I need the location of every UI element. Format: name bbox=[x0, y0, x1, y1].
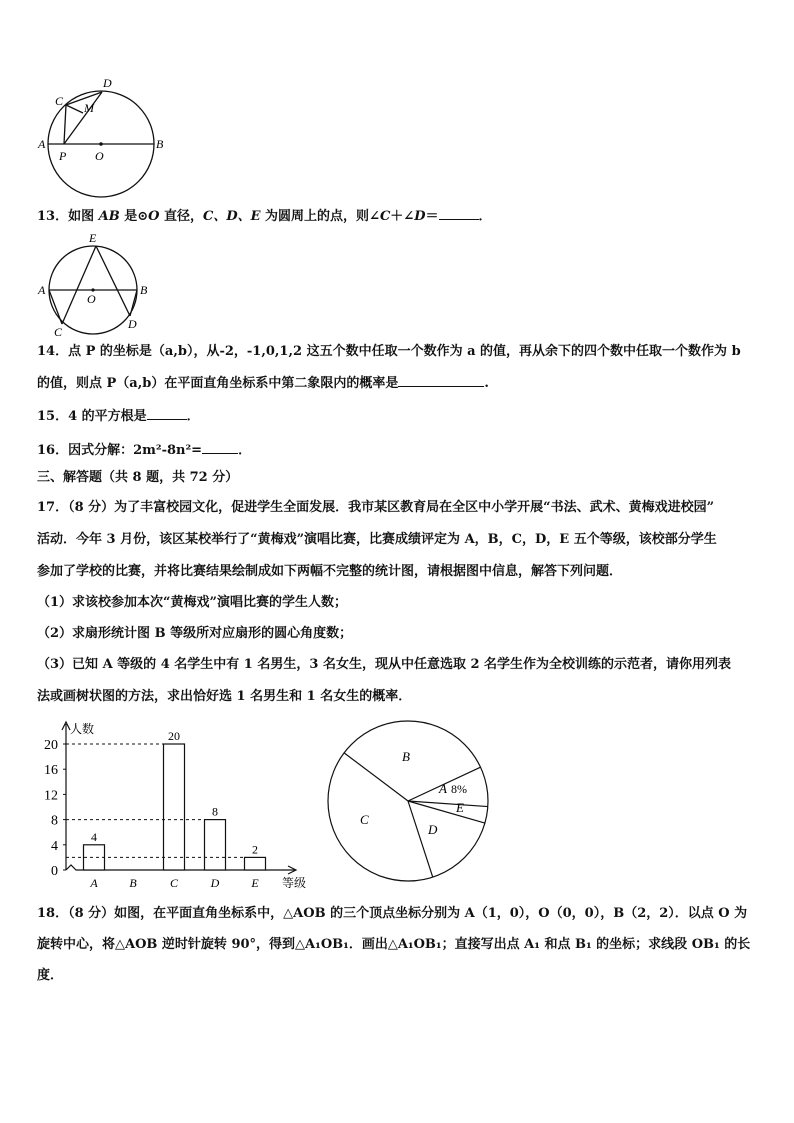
bar-value-label: 8 bbox=[212, 804, 218, 819]
answer-blank[interactable] bbox=[147, 407, 187, 420]
pie-label-e: E bbox=[456, 800, 464, 815]
segment-pd bbox=[64, 92, 102, 144]
pie-label-d: D bbox=[428, 822, 438, 837]
question-14-line2: 的值，则点 P（a,b）在平面直角坐标系中第二象限内的概率是 . bbox=[37, 376, 489, 391]
segment-ac bbox=[49, 290, 62, 324]
question-13: 13．如图 AB 是⊙O 直径，C、D、E 为圆周上的点，则∠C＋∠D＝ ． bbox=[37, 209, 492, 224]
x-tick-label: B bbox=[129, 876, 137, 890]
question-17-line1: 17．（8 分）为了丰富校园文化，促进学生全面发展．我市某区教育局在全区中小学开展“书法、武术、黄梅戏进校园” bbox=[37, 500, 715, 515]
pie-label-c: C bbox=[360, 812, 369, 827]
label-E: E bbox=[89, 231, 97, 245]
y-tick-label: 4 bbox=[51, 838, 58, 854]
label-B: B bbox=[156, 137, 164, 151]
segment-pc bbox=[64, 105, 66, 144]
answer-blank[interactable] bbox=[439, 207, 479, 220]
answer-blank[interactable] bbox=[398, 374, 484, 387]
question-17-sub2: （2）求扇形统计图 B 等级所对应扇形的圆心角度数； bbox=[37, 626, 353, 641]
x-axis-label: 等级 bbox=[282, 876, 307, 890]
question-17-sub1: （1）求该校参加本次“黄梅戏”演唱比赛的学生人数； bbox=[37, 595, 348, 610]
segment-cm bbox=[66, 105, 83, 113]
label-B: B bbox=[140, 283, 148, 297]
x-tick-label: E bbox=[251, 876, 259, 890]
bar-value-label: 2 bbox=[252, 842, 258, 857]
pie-label-a: A bbox=[439, 781, 447, 796]
question-15: 15．4 的平方根是 ． bbox=[37, 409, 200, 424]
question-17-sub3b: 法或画树状图的方法，求出恰好选 1 名男生和 1 名女生的概率． bbox=[37, 689, 412, 704]
y-axis-label: 人数 bbox=[70, 722, 95, 736]
question-14-line1: 14．点 P 的坐标是（a,b），从-2，-1,0,1,2 这五个数中任取一个数作为 a 的值，再从余下的四个数中任取一个数作为 b bbox=[37, 344, 741, 359]
label-C: C bbox=[55, 94, 64, 108]
label-M: M bbox=[84, 101, 94, 115]
segment-ec bbox=[62, 246, 96, 324]
answer-blank[interactable] bbox=[202, 441, 238, 454]
y-tick-label: 12 bbox=[44, 788, 58, 804]
pie-chart bbox=[322, 716, 492, 890]
segment-ed bbox=[96, 246, 130, 316]
y-tick-label: 16 bbox=[44, 763, 58, 779]
bar bbox=[205, 820, 226, 870]
x-tick-label: C bbox=[169, 876, 179, 890]
question-18-line1: 18．（8 分）如图，在平面直角坐标系中，△AOB 的三个顶点坐标分别为 A（1，0），O（0，0），B（2，2）．以点 O 为 bbox=[37, 906, 748, 921]
y-tick-label: 20 bbox=[44, 738, 58, 753]
label-A: A bbox=[38, 283, 46, 297]
x-tick-label: A bbox=[90, 876, 98, 890]
bar-value-label: 20 bbox=[168, 729, 180, 743]
pie-label-b: B bbox=[402, 749, 410, 764]
question-18-line3: 度． bbox=[37, 968, 64, 983]
question-17-line3: 参加了学校的比赛，并将比赛结果绘制成如下两幅不完整的统计图，请根据图中信息，解答下列问题． bbox=[37, 564, 623, 579]
label-O: O bbox=[87, 292, 96, 306]
bar-chart bbox=[30, 716, 320, 894]
label-O: O bbox=[95, 149, 104, 163]
question-16: 16．因式分解：2m²-8n²= ． bbox=[37, 443, 252, 458]
label-C: C bbox=[54, 325, 63, 339]
question-18-line2: 旋转中心，将△AOB 逆时针旋转 90°，得到△A₁OB₁．画出△A₁OB₁；直接写出点 A₁ 和点 B₁ 的坐标；求线段 OB₁ 的长 bbox=[37, 937, 751, 952]
figure-circle-1 bbox=[36, 74, 170, 202]
bar-value-label: 4 bbox=[91, 829, 97, 844]
bar bbox=[245, 857, 266, 870]
segment-bd bbox=[130, 290, 137, 316]
bar bbox=[164, 744, 185, 870]
x-tick-label: D bbox=[210, 876, 220, 890]
label-P: P bbox=[59, 149, 67, 163]
label-D: D bbox=[103, 76, 112, 90]
label-A: A bbox=[38, 137, 46, 151]
y-tick-label: 8 bbox=[51, 813, 58, 829]
section-3-title: 三、解答题（共 8 题，共 72 分） bbox=[37, 470, 239, 485]
center-dot bbox=[99, 142, 103, 146]
label-D: D bbox=[128, 317, 137, 331]
pie-percent-a: 8% bbox=[451, 782, 467, 796]
question-17-sub3a: （3）已知 A 等级的 4 名学生中有 1 名男生，3 名女生，现从中任意选取 2 名学生作为全校训练的示范者，请你用列表 bbox=[37, 657, 732, 672]
y-tick-label: 0 bbox=[51, 864, 58, 879]
question-17-line2: 活动．今年 3 月份，该区某校举行了“黄梅戏”演唱比赛，比赛成绩评定为 A，B，C，D，E 五个等级，该校部分学生 bbox=[37, 532, 717, 547]
figure-circle-2 bbox=[36, 228, 156, 340]
